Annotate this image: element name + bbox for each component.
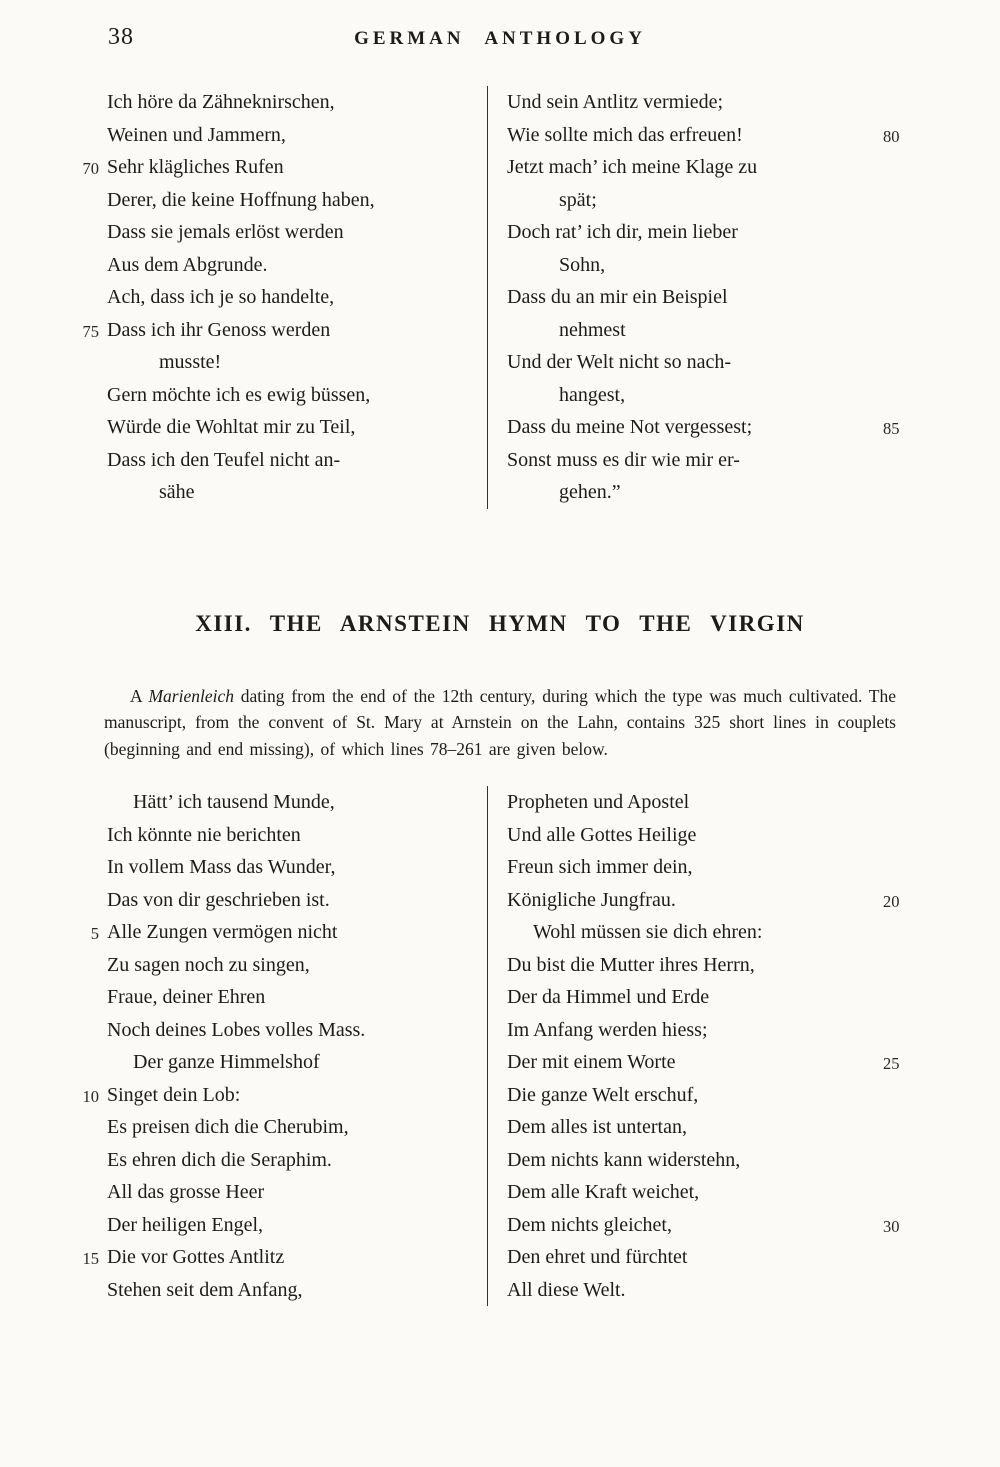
verse-line bbox=[507, 314, 945, 347]
verse-text: Aus dem Abgrunde. bbox=[107, 253, 268, 276]
line-number: 70 bbox=[82, 159, 99, 178]
verse-text: Der ganze Himmelshof bbox=[133, 1051, 320, 1073]
verse-text: Würde die Wohltat mir zu Teil, bbox=[107, 416, 356, 438]
verse-text: Dass sie jemals erlöst werden bbox=[107, 221, 344, 243]
page-header bbox=[0, 0, 1000, 62]
verse-text: In vollem Mass das Wunder, bbox=[107, 856, 336, 878]
verse-text: Du bist die Mutter ihres Herrn, bbox=[507, 953, 755, 976]
verse-line bbox=[507, 444, 945, 477]
verse-text: Weinen und Jammern, bbox=[107, 123, 286, 146]
verse-line bbox=[107, 86, 487, 119]
intro-lead: A bbox=[130, 685, 149, 706]
verse-text: All diese Welt. bbox=[507, 1278, 626, 1301]
verse-text: Der da Himmel und Erde bbox=[507, 986, 710, 1008]
verse-line bbox=[107, 851, 487, 884]
verse-line bbox=[507, 476, 945, 509]
verse-text: Dass ich ihr Genoss werden bbox=[107, 318, 331, 341]
verse-text: Wohl müssen sie dich ehren: bbox=[533, 921, 763, 943]
verse-line bbox=[82, 314, 487, 347]
verse-text: Zu sagen noch zu singen, bbox=[107, 953, 310, 976]
verse-text: Gern möchte ich es ewig büssen, bbox=[107, 383, 371, 406]
verse-line bbox=[507, 786, 945, 819]
verse-text: spät; bbox=[559, 188, 597, 211]
verse-line bbox=[107, 1144, 487, 1177]
verse-line bbox=[107, 249, 487, 282]
verse-text: Dem nichts kann widerstehn, bbox=[507, 1148, 741, 1171]
verse-text: Dem nichts gleichet, bbox=[507, 1213, 672, 1236]
verse-text: Stehen seit dem Anfang, bbox=[107, 1278, 303, 1301]
verse-line bbox=[107, 981, 487, 1014]
verse-line bbox=[507, 184, 945, 217]
verse-column-right bbox=[488, 786, 945, 1306]
verse-text: sähe bbox=[159, 481, 195, 503]
verse-line bbox=[107, 184, 487, 217]
verse-line bbox=[507, 281, 945, 314]
verse-text: Ach, dass ich je so handelte, bbox=[107, 286, 335, 308]
verse-line bbox=[507, 119, 945, 152]
verse-line bbox=[107, 786, 487, 819]
line-number: 5 bbox=[90, 924, 99, 943]
verse-text: Sonst muss es dir wie mir er- bbox=[507, 448, 740, 471]
verse-line bbox=[507, 1274, 945, 1307]
verse-line bbox=[507, 346, 945, 379]
verse-text: gehen.” bbox=[559, 481, 621, 503]
verse-text: Im Anfang werden hiess; bbox=[507, 1018, 708, 1041]
verse-column-left bbox=[82, 786, 487, 1306]
verse-text: Sohn, bbox=[559, 253, 606, 276]
verse-text: Dem alles ist untertan, bbox=[507, 1116, 687, 1138]
verse-line bbox=[107, 379, 487, 412]
verse-line bbox=[507, 884, 945, 917]
verse-text: Hätt’ ich tausend Munde, bbox=[133, 791, 335, 813]
verse-text: Die ganze Welt erschuf, bbox=[507, 1083, 699, 1106]
verse-text: Doch rat’ ich dir, mein lieber bbox=[507, 221, 738, 243]
verse-line bbox=[107, 346, 487, 379]
verse-line bbox=[107, 1176, 487, 1209]
verse-line bbox=[507, 1176, 945, 1209]
verse-text: Es ehren dich die Seraphim. bbox=[107, 1148, 332, 1171]
verse-text: Und sein Antlitz vermiede; bbox=[507, 91, 724, 113]
intro-italic-term: Marienleich bbox=[148, 685, 234, 706]
verse-line bbox=[507, 819, 945, 852]
verse-line bbox=[107, 819, 487, 852]
verse-line bbox=[507, 379, 945, 412]
verse-text: musste! bbox=[159, 351, 222, 373]
poem-continuation-block bbox=[0, 86, 1000, 509]
verse-line bbox=[107, 884, 487, 917]
verse-text: Ich könnte nie berichten bbox=[107, 823, 301, 846]
verse-line bbox=[107, 119, 487, 152]
intro-rest: dating from the end of the 12th century, during which the type was much cultivated. The manuscript, from the convent of St. Mary at Arnstein on the Lahn, contains 325 short lines in couplets (beginning and end missing), of which lines 78–261 are given below. bbox=[104, 685, 896, 759]
verse-text: Das von dir geschrieben ist. bbox=[107, 888, 330, 911]
verse-line bbox=[507, 981, 945, 1014]
line-number: 25 bbox=[883, 1054, 900, 1073]
verse-line bbox=[107, 476, 487, 509]
verse-line bbox=[107, 1014, 487, 1047]
verse-line bbox=[507, 916, 945, 949]
line-number: 85 bbox=[883, 419, 900, 438]
verse-line bbox=[507, 1014, 945, 1047]
verse-text: Dass du an mir ein Beispiel bbox=[507, 286, 728, 308]
verse-text: Der heiligen Engel, bbox=[107, 1213, 264, 1236]
verse-line bbox=[107, 1111, 487, 1144]
verse-text: Singet dein Lob: bbox=[107, 1083, 241, 1106]
verse-line bbox=[107, 444, 487, 477]
verse-text: Propheten und Apostel bbox=[507, 791, 690, 813]
intro-paragraph bbox=[104, 683, 896, 763]
verse-text: Die vor Gottes Antlitz bbox=[107, 1246, 285, 1268]
line-number: 20 bbox=[883, 891, 900, 911]
hymn-text-block bbox=[0, 786, 1000, 1306]
verse-line bbox=[507, 851, 945, 884]
verse-text: Dass du meine Not vergessest; bbox=[507, 416, 753, 438]
verse-text: Dass ich den Teufel nicht an- bbox=[107, 448, 341, 471]
verse-text: Ich höre da Zähneknirschen, bbox=[107, 91, 335, 113]
verse-line bbox=[507, 151, 945, 184]
verse-text: nehmest bbox=[559, 318, 626, 341]
verse-line bbox=[507, 1209, 945, 1242]
verse-text: All das grosse Heer bbox=[107, 1181, 265, 1203]
verse-text: Fraue, deiner Ehren bbox=[107, 986, 266, 1008]
verse-line bbox=[107, 1209, 487, 1242]
verse-text: Alle Zungen vermögen nicht bbox=[107, 921, 338, 943]
verse-line bbox=[507, 1144, 945, 1177]
verse-text: Und alle Gottes Heilige bbox=[507, 823, 697, 846]
verse-line bbox=[82, 151, 487, 184]
verse-column-left bbox=[82, 86, 487, 509]
verse-line bbox=[507, 1046, 945, 1079]
verse-line bbox=[107, 281, 487, 314]
verse-line bbox=[507, 86, 945, 119]
line-number: 10 bbox=[82, 1086, 99, 1106]
verse-line bbox=[107, 216, 487, 249]
verse-text: Königliche Jungfrau. bbox=[507, 888, 676, 911]
verse-line bbox=[507, 1111, 945, 1144]
verse-text: Jetzt mach’ ich meine Klage zu bbox=[507, 156, 758, 178]
verse-line bbox=[90, 916, 487, 949]
verse-line bbox=[507, 249, 945, 282]
verse-text: Noch deines Lobes volles Mass. bbox=[107, 1018, 366, 1041]
verse-line bbox=[82, 1079, 487, 1112]
section-heading: XIII. THE ARNSTEIN HYMN TO THE VIRGIN bbox=[195, 610, 805, 636]
verse-line bbox=[82, 1241, 487, 1274]
verse-line bbox=[107, 949, 487, 982]
verse-text: Und der Welt nicht so nach- bbox=[507, 351, 732, 373]
verse-text: Es preisen dich die Cherubim, bbox=[107, 1116, 349, 1138]
verse-line bbox=[107, 1046, 487, 1079]
verse-text: Dem alle Kraft weichet, bbox=[507, 1181, 700, 1203]
line-number: 15 bbox=[82, 1249, 99, 1268]
verse-line bbox=[507, 949, 945, 982]
verse-text: Derer, die keine Hoffnung haben, bbox=[107, 188, 375, 211]
page-number: 38 bbox=[108, 24, 134, 50]
verse-line bbox=[507, 411, 945, 444]
line-number: 30 bbox=[883, 1216, 900, 1236]
verse-text: Der mit einem Worte bbox=[507, 1051, 676, 1073]
verse-line bbox=[107, 1274, 487, 1307]
verse-line bbox=[107, 411, 487, 444]
verse-text: Sehr klägliches Rufen bbox=[107, 156, 284, 178]
running-title: GERMAN ANTHOLOGY bbox=[354, 28, 646, 49]
line-number: 80 bbox=[883, 126, 900, 146]
verse-text: Freun sich immer dein, bbox=[507, 856, 693, 878]
verse-column-right bbox=[488, 86, 945, 509]
verse-line bbox=[507, 1241, 945, 1274]
verse-text: hangest, bbox=[559, 383, 626, 406]
verse-text: Wie sollte mich das erfreuen! bbox=[507, 123, 743, 146]
line-number: 75 bbox=[82, 321, 99, 341]
verse-line bbox=[507, 1079, 945, 1112]
verse-text: Den ehret und fürchtet bbox=[507, 1246, 688, 1268]
verse-line bbox=[507, 216, 945, 249]
